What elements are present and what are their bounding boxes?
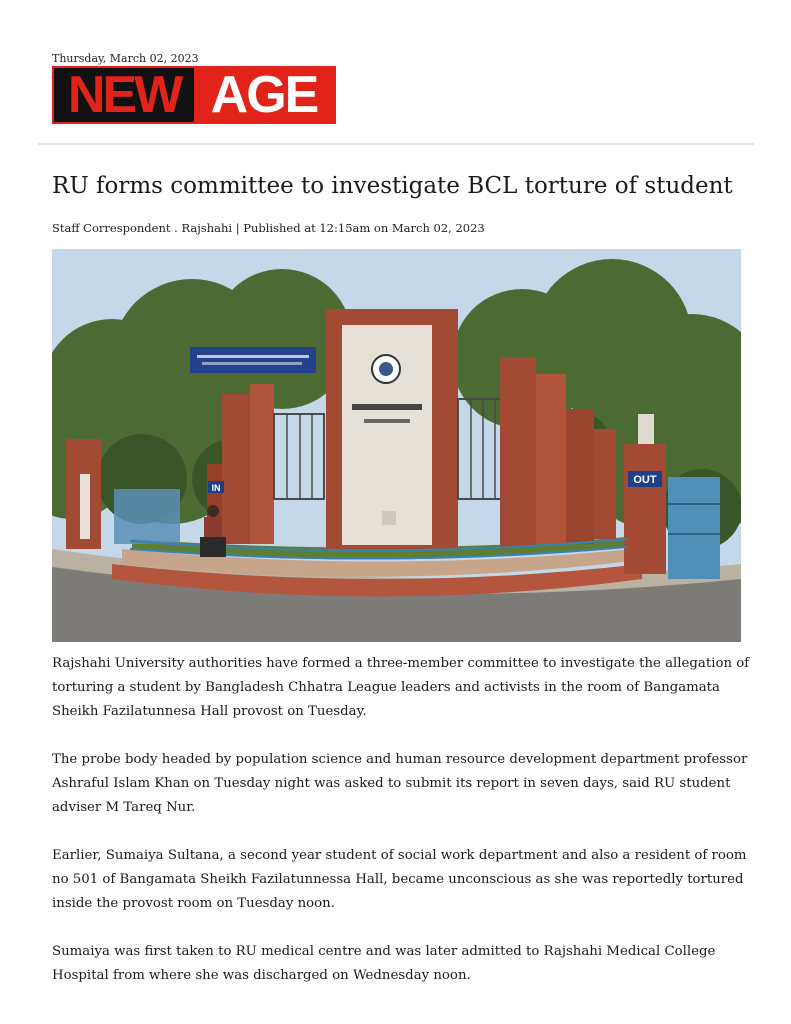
article-paragraph: Sumaiya was first taken to RU medical centre and was later admitted to Rajshahi Medical College Hospital from where she was discharged on Wednesday noon.	[52, 944, 716, 983]
out-sign: OUT	[633, 474, 657, 486]
article-headline: RU forms committee to investigate BCL torture of student	[52, 173, 733, 199]
article-byline: Staff Correspondent . Rajshahi | Published at 12:15am on March 02, 2023	[52, 221, 485, 235]
in-sign: IN	[211, 483, 221, 493]
header-divider	[38, 143, 754, 145]
article-paragraph: Earlier, Sumaiya Sultana, a second year student of social work department and also a resident of room no 501 of Bangamata Sheikh Fazilatunnessa Hall, became unconscious as she was reportedly tortured inside the provost room on Tuesday noon.	[52, 848, 747, 911]
article-paragraph: Rajshahi University authorities have formed a three-member committee to investigate the allegation of torturing a student by Bangladesh Chhatra League leaders and activists in the room of Bangamata Sheikh Fazilatunnesa Hall provost on Tuesday.	[52, 656, 750, 719]
newage-logo[interactable]	[52, 66, 336, 124]
publication-date: Thursday, March 02, 2023	[52, 52, 199, 65]
article-paragraph: The probe body headed by population science and human resource development department professor Ashraful Islam Khan on Tuesday night was asked to submit its report in seven days, said RU student adviser M Tareq Nur.	[52, 752, 748, 815]
article-body	[52, 652, 752, 1012]
campus-gate-illustration	[52, 249, 741, 642]
logo-new-text: NEW	[54, 68, 194, 122]
logo-age-text: AGE	[194, 68, 334, 122]
article-photo	[52, 249, 741, 642]
